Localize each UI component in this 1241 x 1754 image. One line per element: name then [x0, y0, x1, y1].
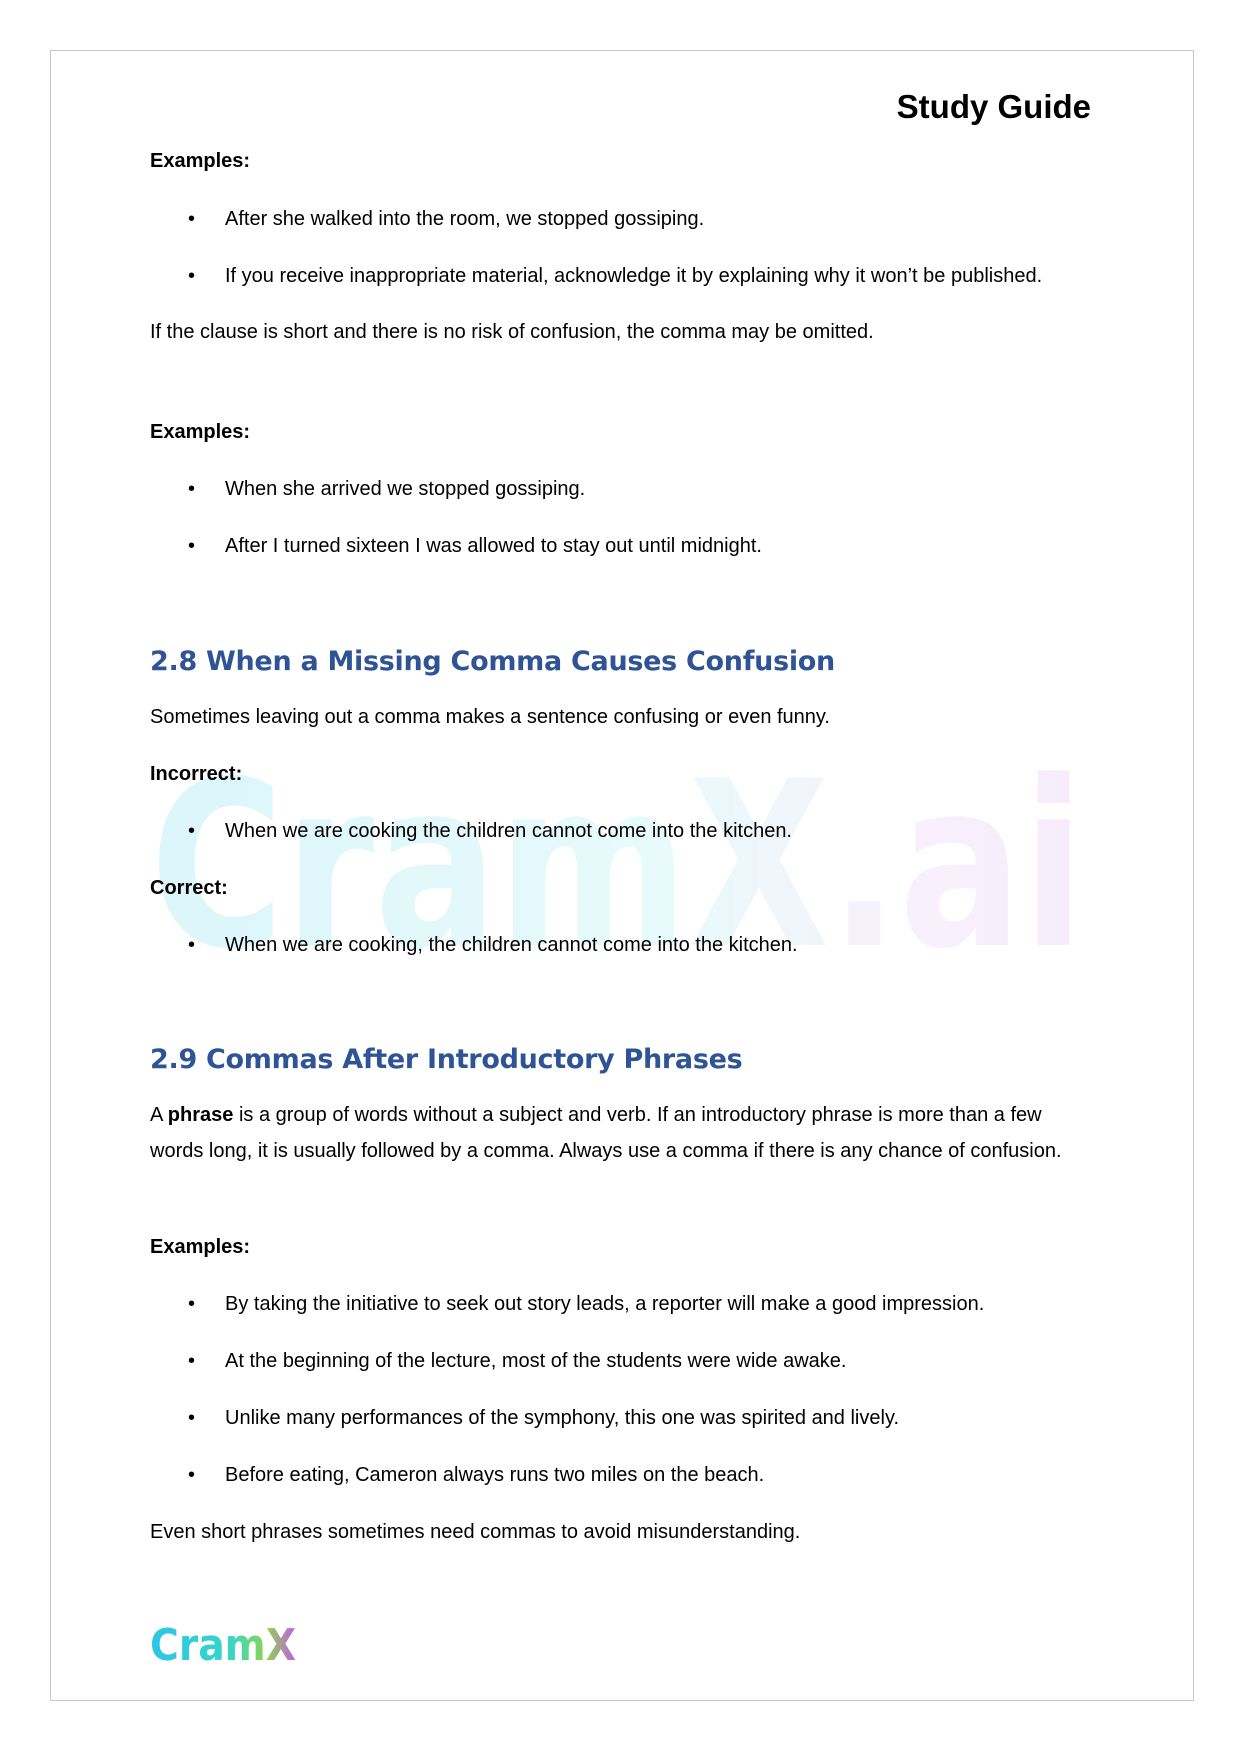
intro-text: is a group of words without a subject and verb. If an introductory phrase is more than a few words long, it is usually followed by a comma. Always use a comma if there is any chance of confusion. — [150, 1104, 1062, 1162]
cramx-logo — [150, 1618, 300, 1670]
intro-text: A — [150, 1104, 168, 1126]
bullet-icon: • — [188, 820, 196, 842]
logo-text: CramX — [150, 1620, 297, 1670]
examples-label-1: Examples: — [150, 150, 251, 172]
list-item-text: When we are cooking the children cannot come into the kitchen. — [225, 820, 792, 842]
section-intro: Sometimes leaving out a comma makes a sentence confusing or even funny. — [150, 706, 830, 728]
bullet-icon: • — [188, 208, 196, 230]
list-item-text: If you receive inappropriate material, acknowledge it by explaining why it won’t be published. — [225, 265, 1043, 287]
list-item-text: By taking the initiative to seek out story leads, a reporter will make a good impression. — [225, 1293, 985, 1315]
examples-label-2: Examples: — [150, 421, 251, 443]
correct-label: Correct: — [150, 877, 228, 899]
watermark-text: CramX.ai — [150, 740, 1085, 1000]
examples-label-3: Examples: — [150, 1236, 251, 1258]
section-intro — [150, 1097, 1090, 1169]
bullet-icon: • — [188, 1407, 196, 1429]
section-heading-2-9: 2.9 Commas After Introductory Phrases — [150, 1044, 743, 1075]
list-item-text: Before eating, Cameron always runs two miles on the beach. — [225, 1464, 765, 1486]
bullet-icon: • — [188, 1350, 196, 1372]
incorrect-label: Incorrect: — [150, 763, 243, 785]
watermark-logo — [150, 740, 1090, 1000]
bullet-icon: • — [188, 535, 196, 557]
paragraph-note: If the clause is short and there is no risk of confusion, the comma may be omitted. — [150, 321, 874, 343]
bullet-icon: • — [188, 1293, 196, 1315]
list-item-text: Unlike many performances of the symphony, this one was spirited and lively. — [225, 1407, 900, 1429]
bullet-icon: • — [188, 265, 196, 287]
term-phrase: phrase — [167, 1104, 234, 1126]
list-item-text: At the beginning of the lecture, most of the students were wide awake. — [225, 1350, 847, 1372]
bullet-icon: • — [188, 1464, 196, 1486]
list-item-text: When we are cooking, the children cannot come into the kitchen. — [225, 934, 798, 956]
section-heading-2-8: 2.8 When a Missing Comma Causes Confusion — [150, 646, 835, 677]
closing-paragraph: Even short phrases sometimes need commas to avoid misunderstanding. — [150, 1521, 801, 1543]
bullet-icon: • — [188, 934, 196, 956]
list-item-text: After I turned sixteen I was allowed to stay out until midnight. — [225, 535, 762, 557]
page-title: Study Guide — [896, 88, 1091, 125]
list-item-text: When she arrived we stopped gossiping. — [225, 478, 586, 500]
list-item-text: After she walked into the room, we stopped gossiping. — [225, 208, 705, 230]
bullet-icon: • — [188, 478, 196, 500]
